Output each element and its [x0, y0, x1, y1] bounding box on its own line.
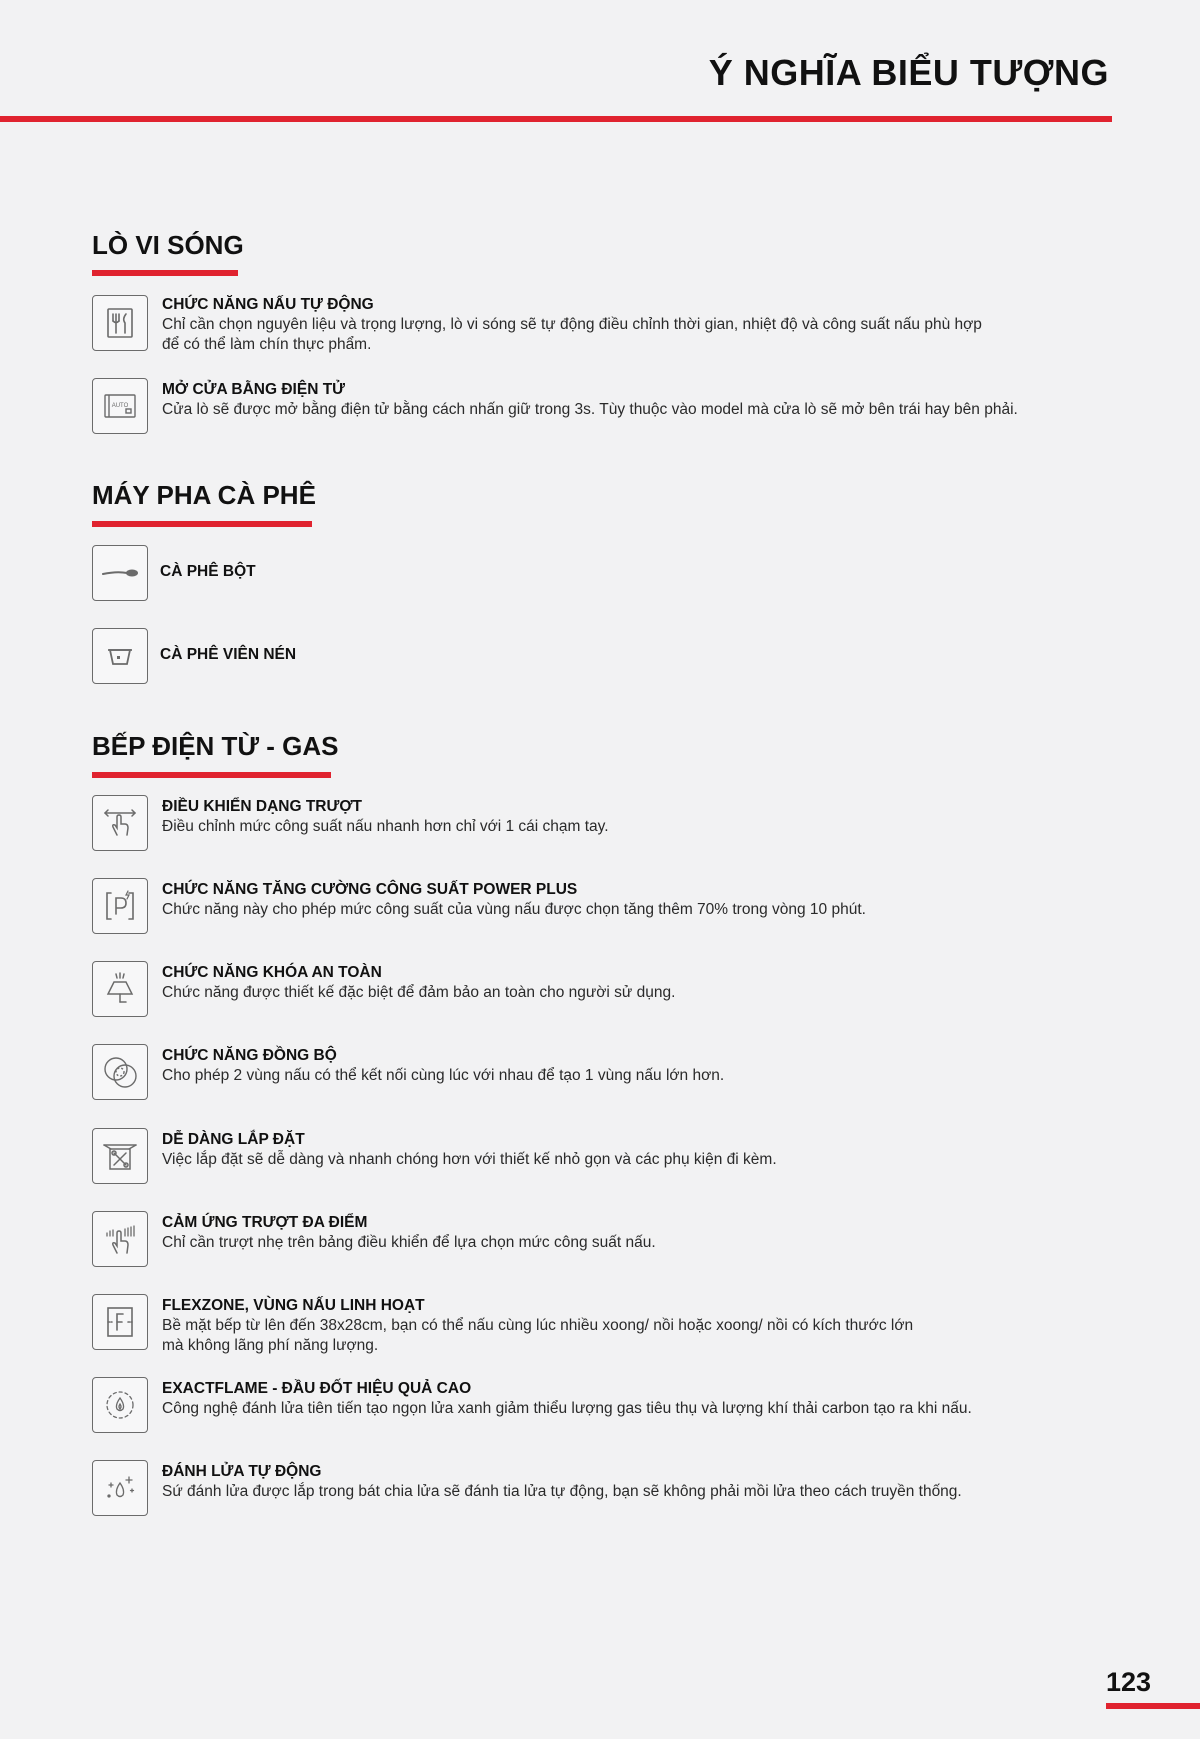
hob-item-safety-lock: [162, 963, 1062, 1003]
item-description: Chỉ cần chọn nguyên liệu và trọng lượng, lò vi sóng sẽ tự động điều chỉnh thời gian, nhiệt độ và công suất nấu phù hợp để có thể làm chín thực phẩm.: [162, 316, 982, 353]
item-title: CHỨC NĂNG TĂNG CƯỜNG CÔNG SUẤT POWER PLUS: [162, 881, 578, 898]
item-description: Chức năng này cho phép mức công suất của vùng nấu được chọn tăng thêm 70% trong vòng 10 phút.: [162, 901, 866, 918]
page-number: 123: [1106, 1667, 1152, 1697]
exactflame-icon: [99, 1384, 141, 1426]
auto-door-icon-box: [92, 378, 148, 434]
item-description: Việc lắp đặt sẽ dễ dàng và nhanh chóng hơn với thiết kế nhỏ gọn và các phụ kiện đi kèm.: [162, 1151, 777, 1168]
auto-door-icon: [99, 385, 141, 427]
multi-slide-touch-icon: [99, 1218, 141, 1260]
page-number-underline: [1106, 1703, 1200, 1709]
section-underline-hob: [92, 772, 331, 778]
coffee-label-capsule: CÀ PHÊ VIÊN NÉN: [160, 646, 297, 663]
item-title: CẢM ỨNG TRƯỢT ĐA ĐIỂM: [162, 1214, 368, 1231]
slide-control-icon-box: [92, 795, 148, 851]
safety-lock-icon: [99, 968, 141, 1010]
item-description: Chức năng được thiết kế đặc biệt để đảm bảo an toàn cho người sử dụng.: [162, 984, 676, 1001]
item-title: CHỨC NĂNG ĐỒNG BỘ: [162, 1047, 337, 1064]
coffee-capsule-icon-box: [92, 628, 148, 684]
safety-lock-icon-box: [92, 961, 148, 1017]
microwave-item-auto-door: [162, 380, 1062, 420]
auto-ignition-icon-box: [92, 1460, 148, 1516]
hob-item-multi-slide: [162, 1213, 1062, 1253]
bridge-zone-icon-box: [92, 1044, 148, 1100]
item-title: FLEXZONE, VÙNG NẤU LINH HOẠT: [162, 1297, 425, 1314]
microwave-item-auto-cook: [162, 295, 1062, 355]
hob-item-auto-ignition: [162, 1462, 1062, 1502]
item-description: Chỉ cần trượt nhẹ trên bảng điều khiển để lựa chọn mức công suất nấu.: [162, 1234, 656, 1251]
flexzone-icon-box: [92, 1294, 148, 1350]
bridge-zone-icon: [99, 1051, 141, 1093]
easy-install-icon-box: [92, 1128, 148, 1184]
multi-slide-touch-icon-box: [92, 1211, 148, 1267]
item-description: Công nghệ đánh lửa tiên tiến tạo ngọn lửa xanh giảm thiểu lượng gas tiêu thụ và lượng khí thải carbon tạo ra khi nấu.: [162, 1400, 972, 1417]
easy-install-icon: [99, 1135, 141, 1177]
hob-item-flexzone: [162, 1296, 1062, 1356]
item-title: ĐIỀU KHIỂN DẠNG TRƯỢT: [162, 798, 363, 815]
item-description: Cửa lò sẽ được mở bằng điện tử bằng cách nhấn giữ trong 3s. Tùy thuộc vào model mà cửa lò sẽ mở bên trái hay bên phải.: [162, 401, 1018, 418]
coffee-capsule-icon: [99, 635, 141, 677]
ground-coffee-spoon-icon: [99, 552, 141, 594]
coffee-label-ground: CÀ PHÊ BỘT: [160, 563, 256, 580]
hob-item-easy-install: [162, 1130, 1062, 1170]
page-title: Ý NGHĨA BIỂU TƯỢNG: [708, 52, 1109, 93]
item-title: CHỨC NĂNG KHÓA AN TOÀN: [162, 964, 382, 981]
item-title: ĐÁNH LỬA TỰ ĐỘNG: [162, 1463, 322, 1480]
auto-cook-icon: [99, 302, 141, 344]
flexzone-icon: [99, 1301, 141, 1343]
section-title-coffee: MÁY PHA CÀ PHÊ: [92, 480, 316, 510]
item-title: EXACTFLAME - ĐẦU ĐỐT HIỆU QUẢ CAO: [162, 1380, 472, 1397]
section-title-hob: BẾP ĐIỆN TỪ - GAS: [92, 731, 339, 761]
item-title: DỄ DÀNG LẮP ĐẶT: [162, 1131, 305, 1148]
item-description: Cho phép 2 vùng nấu có thể kết nối cùng lúc với nhau để tạo 1 vùng nấu lớn hơn.: [162, 1067, 725, 1084]
section-underline-microwave: [92, 270, 238, 276]
item-title: CHỨC NĂNG NẤU TỰ ĐỘNG: [162, 296, 374, 313]
item-description: Điều chỉnh mức công suất nấu nhanh hơn chỉ với 1 cái chạm tay.: [162, 818, 609, 835]
hob-item-exactflame: [162, 1379, 1062, 1419]
hob-item-power-plus: [162, 880, 1062, 920]
item-title: MỞ CỬA BẰNG ĐIỆN TỬ: [162, 381, 346, 398]
item-description: Sứ đánh lửa được lắp trong bát chia lửa sẽ đánh tia lửa tự động, bạn sẽ không phải mồi lửa theo cách truyền thống.: [162, 1483, 962, 1500]
hob-item-slide-control: [162, 797, 1062, 837]
power-plus-icon-box: [92, 878, 148, 934]
exactflame-icon-box: [92, 1377, 148, 1433]
item-description: Bề mặt bếp từ lên đến 38x28cm, bạn có thể nấu cùng lúc nhiều xoong/ nồi hoặc xoong/ nồi có kích thước lớn mà không lãng phí năng lượng.: [162, 1317, 914, 1354]
auto-icon-label: AUTO: [111, 403, 129, 409]
ground-coffee-icon-box: [92, 545, 148, 601]
auto-cook-icon-box: [92, 295, 148, 351]
section-title-microwave: LÒ VI SÓNG: [92, 230, 244, 260]
title-underline: [0, 116, 1112, 122]
hob-item-bridge-zone: [162, 1046, 1062, 1086]
power-plus-icon: [99, 885, 141, 927]
auto-ignition-icon: [99, 1467, 141, 1509]
section-underline-coffee: [92, 521, 312, 527]
slide-control-icon: [99, 802, 141, 844]
